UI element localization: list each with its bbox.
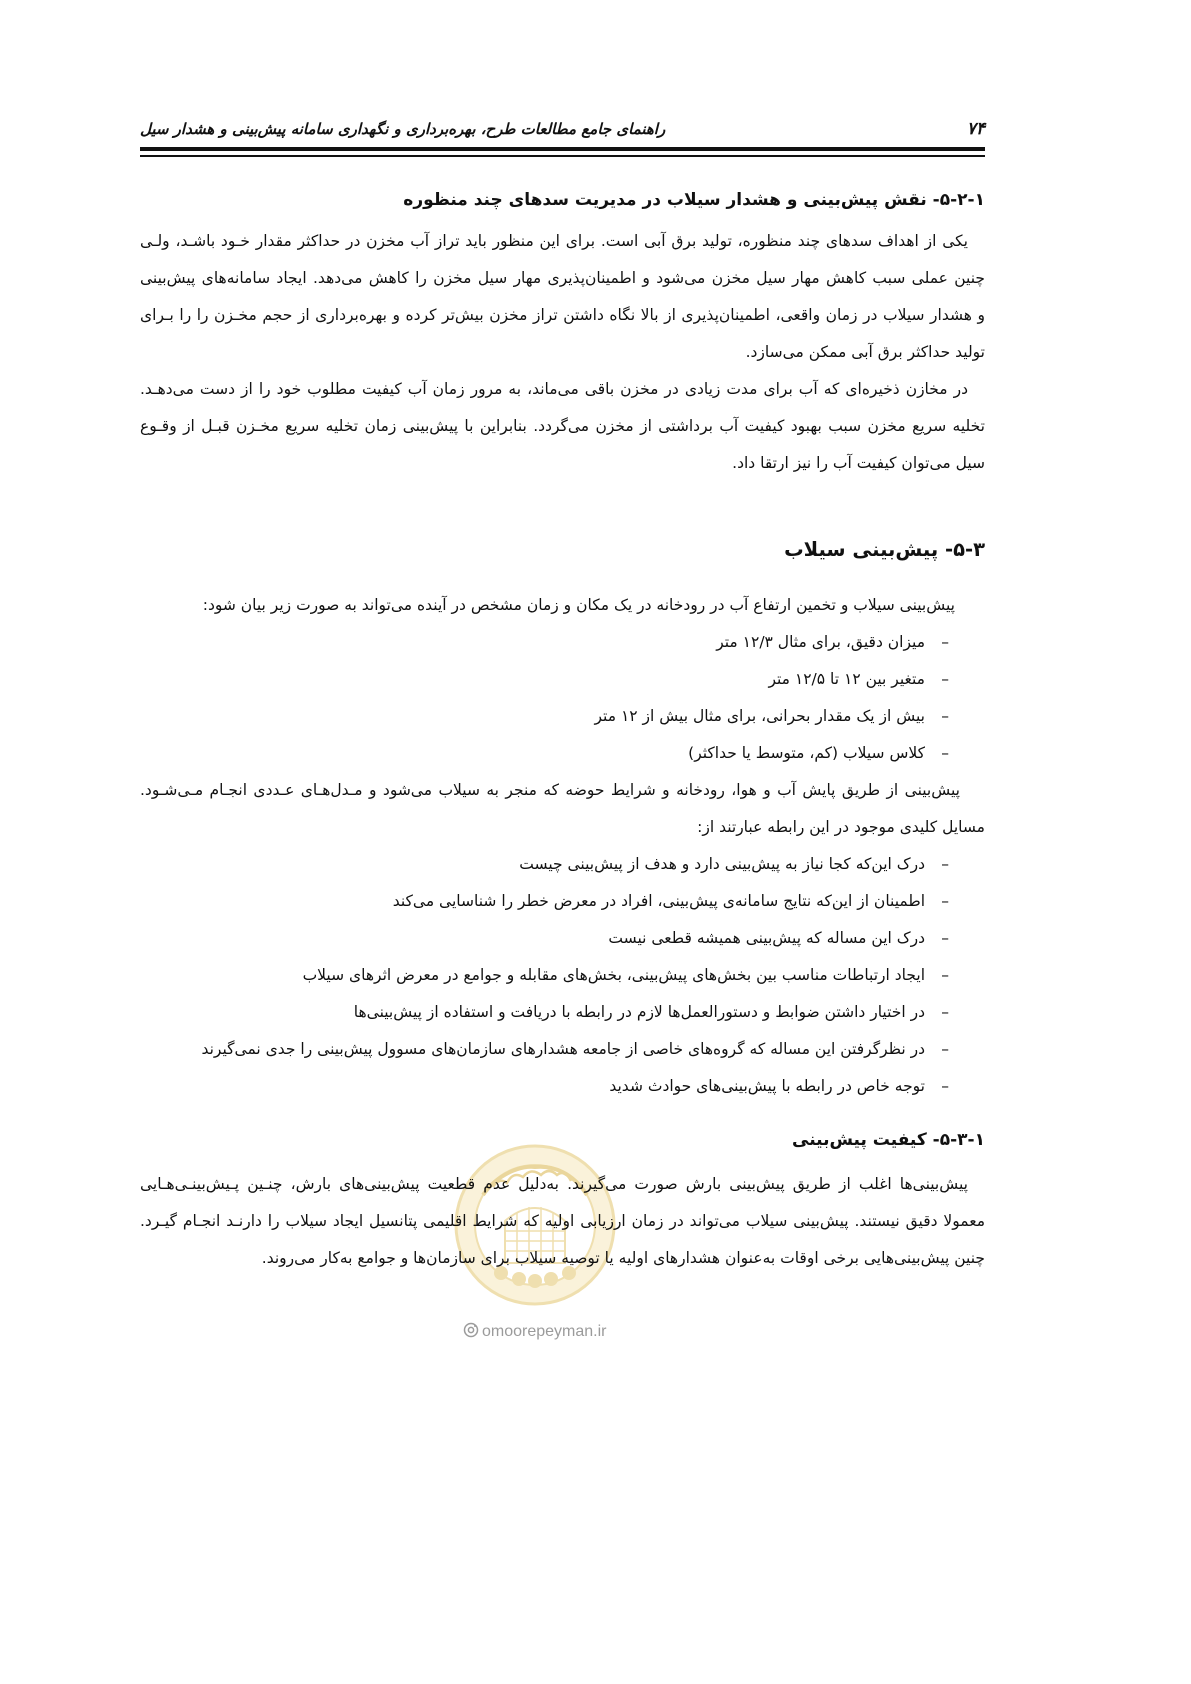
bullet-marker: – xyxy=(941,744,949,762)
list-item-text: درک این مساله که پیش‌بینی همیشه قطعی نیست xyxy=(608,929,925,947)
bullet-marker: – xyxy=(941,892,949,910)
watermark-site-text: omoorepeyman.ir xyxy=(482,1323,607,1340)
bullet-marker: – xyxy=(941,855,949,873)
list-item-text: متغیر بین ۱۲ تا ۱۲/۵ متر xyxy=(768,670,925,688)
list-item xyxy=(140,738,985,768)
list-item xyxy=(140,960,985,990)
list-item xyxy=(140,1071,985,1101)
paragraph-line: و هشدار سیلاب در زمان واقعی، اطمینان‌پذیری از بالا نگاه داشتن تراز مخزن بیش‌تر کرده و بهره‌برداری از حجم مخـزن را را بـرای xyxy=(140,306,985,324)
list-item xyxy=(140,701,985,731)
list-item xyxy=(140,627,985,657)
list-item xyxy=(140,886,985,916)
list-item xyxy=(140,664,985,694)
list-item-text: کلاس سیلاب (کم، متوسط یا حداکثر) xyxy=(688,744,925,762)
bullet-marker: – xyxy=(941,633,949,651)
list-item-text: ایجاد ارتباطات مناسب بین بخش‌های پیش‌بینی، بخش‌های مقابله و جوامع در معرض اثرهای سیلاب xyxy=(302,966,925,984)
page-number: ۷۴ xyxy=(966,119,985,139)
watermark-site xyxy=(463,1320,607,1344)
paragraph-line: در مخازن ذخیره‌ای که آب برای مدت زیادی در مخزن باقی می‌ماند، به مرور زمان آب کیفیت مطلوب خود را از دست می‌دهـد. xyxy=(140,380,968,398)
paragraph-line: تولید حداکثر برق آبی ممکن می‌سازد. xyxy=(745,343,985,361)
web-icon xyxy=(463,1322,479,1338)
list-item-text: توجه خاص در رابطه با پیش‌بینی‌های حوادث شدید xyxy=(609,1077,925,1095)
bullet-marker: – xyxy=(941,707,949,725)
list-item-text: در نظرگرفتن این مساله که گروه‌های خاصی از جامعه هشدارهای سازمان‌های مسوول پیش‌بینی را جدی نمی‌گیرند xyxy=(201,1040,925,1058)
list-item xyxy=(140,923,985,953)
paragraph-line: معمولا دقیق نیستند. پیش‌بینی سیلاب می‌تواند در زمان ارزیابی اولیه که شرایط اقلیمی پتانسیل ایجاد سیلاب را دارنـد انجـام گیـرد. xyxy=(140,1212,985,1230)
paragraph-line: چنین عملی سبب کاهش مهار سیل مخزن می‌شود و اطمینان‌پذیری مهار سیل مخزن را کاهش می‌دهد. ایجاد سامانه‌های پیش‌بینی xyxy=(140,269,985,287)
header-rule-thin xyxy=(140,155,985,157)
bullet-marker: – xyxy=(941,1077,949,1095)
paragraph-line: پیش‌بینی از طریق پایش آب و هوا، رودخانه و شرایط حوضه که منجر به سیلاب می‌شود و مـدل‌هـای عـددی انجـام مـی‌شـود. xyxy=(140,781,960,799)
bullet-marker: – xyxy=(941,1040,949,1058)
paragraph-line: چنین پیش‌بینی‌هایی برخی اوقات به‌عنوان هشدارهای اولیه یا توصیه سیلاب برای سازمان‌ها و جوامع به‌کار می‌روند. xyxy=(261,1249,985,1267)
list-item-text: بیش از یک مقدار بحرانی، برای مثال بیش از ۱۲ متر xyxy=(594,707,925,725)
list-item-text: میزان دقیق، برای مثال ۱۲/۳ متر xyxy=(716,633,925,651)
list-item xyxy=(140,997,985,1027)
paragraph-line: سیل می‌توان کیفیت آب را نیز ارتقا داد. xyxy=(732,454,985,472)
header-rule-thick xyxy=(140,147,985,151)
list-item xyxy=(140,1034,985,1064)
paragraph-line: مسایل کلیدی موجود در این رابطه عبارتند از: xyxy=(697,818,985,836)
list-item xyxy=(140,849,985,879)
paragraph-line: پیش‌بینی سیلاب و تخمین ارتفاع آب در رودخانه در یک مکان و زمان مشخص در آینده می‌تواند به صورت زیر بیان شود: xyxy=(202,596,955,614)
running-header-title: راهنمای جامع مطالعات طرح، بهره‌برداری و نگهداری سامانه پیش‌بینی و هشدار سیل xyxy=(140,120,666,138)
list-item-text: اطمینان از این‌که نتایج سامانه‌ی پیش‌بینی، افراد در معرض خطر را شناسایی می‌کند xyxy=(392,892,925,910)
bullet-marker: – xyxy=(941,966,949,984)
paragraph-line: یکی از اهداف سدهای چند منظوره، تولید برق آبی است. برای این منظور باید تراز آب مخزن در حداکثر مقدار خـود باشـد، ولـی xyxy=(140,232,968,250)
section-heading-5-2-1: ۵-۲-۱- نقش پیش‌بینی و هشدار سیلاب در مدیریت سدهای چند منظوره xyxy=(403,190,985,210)
section-heading-5-3: ۵-۳- پیش‌بینی سیلاب xyxy=(784,538,985,561)
list-item-text: در اختیار داشتن ضوابط و دستورالعمل‌ها لازم در رابطه با دریافت و استفاده از پیش‌بینی‌ها xyxy=(353,1003,925,1021)
paragraph-line: پیش‌بینی‌ها اغلب از طریق پیش‌بینی بارش صورت می‌گیرند. به‌دلیل عدم قطعیت پیش‌بینی‌های بارش، چنـین پـیش‌بینـی‌هـایی xyxy=(140,1175,968,1193)
bullet-marker: – xyxy=(941,1003,949,1021)
list-item-text: درک این‌که کجا نیاز به پیش‌بینی دارد و هدف از پیش‌بینی چیست xyxy=(519,855,925,873)
section-heading-5-3-1: ۵-۳-۱- کیفیت پیش‌بینی xyxy=(792,1130,985,1150)
bullet-marker: – xyxy=(941,670,949,688)
bullet-marker: – xyxy=(941,929,949,947)
paragraph-line: تخلیه سریع مخزن سبب بهبود کیفیت آب برداشتی از مخزن می‌گردد. بنابراین با پیش‌بینی زمان تخلیه سریع مخـزن قبـل از وقـوع xyxy=(140,417,985,435)
